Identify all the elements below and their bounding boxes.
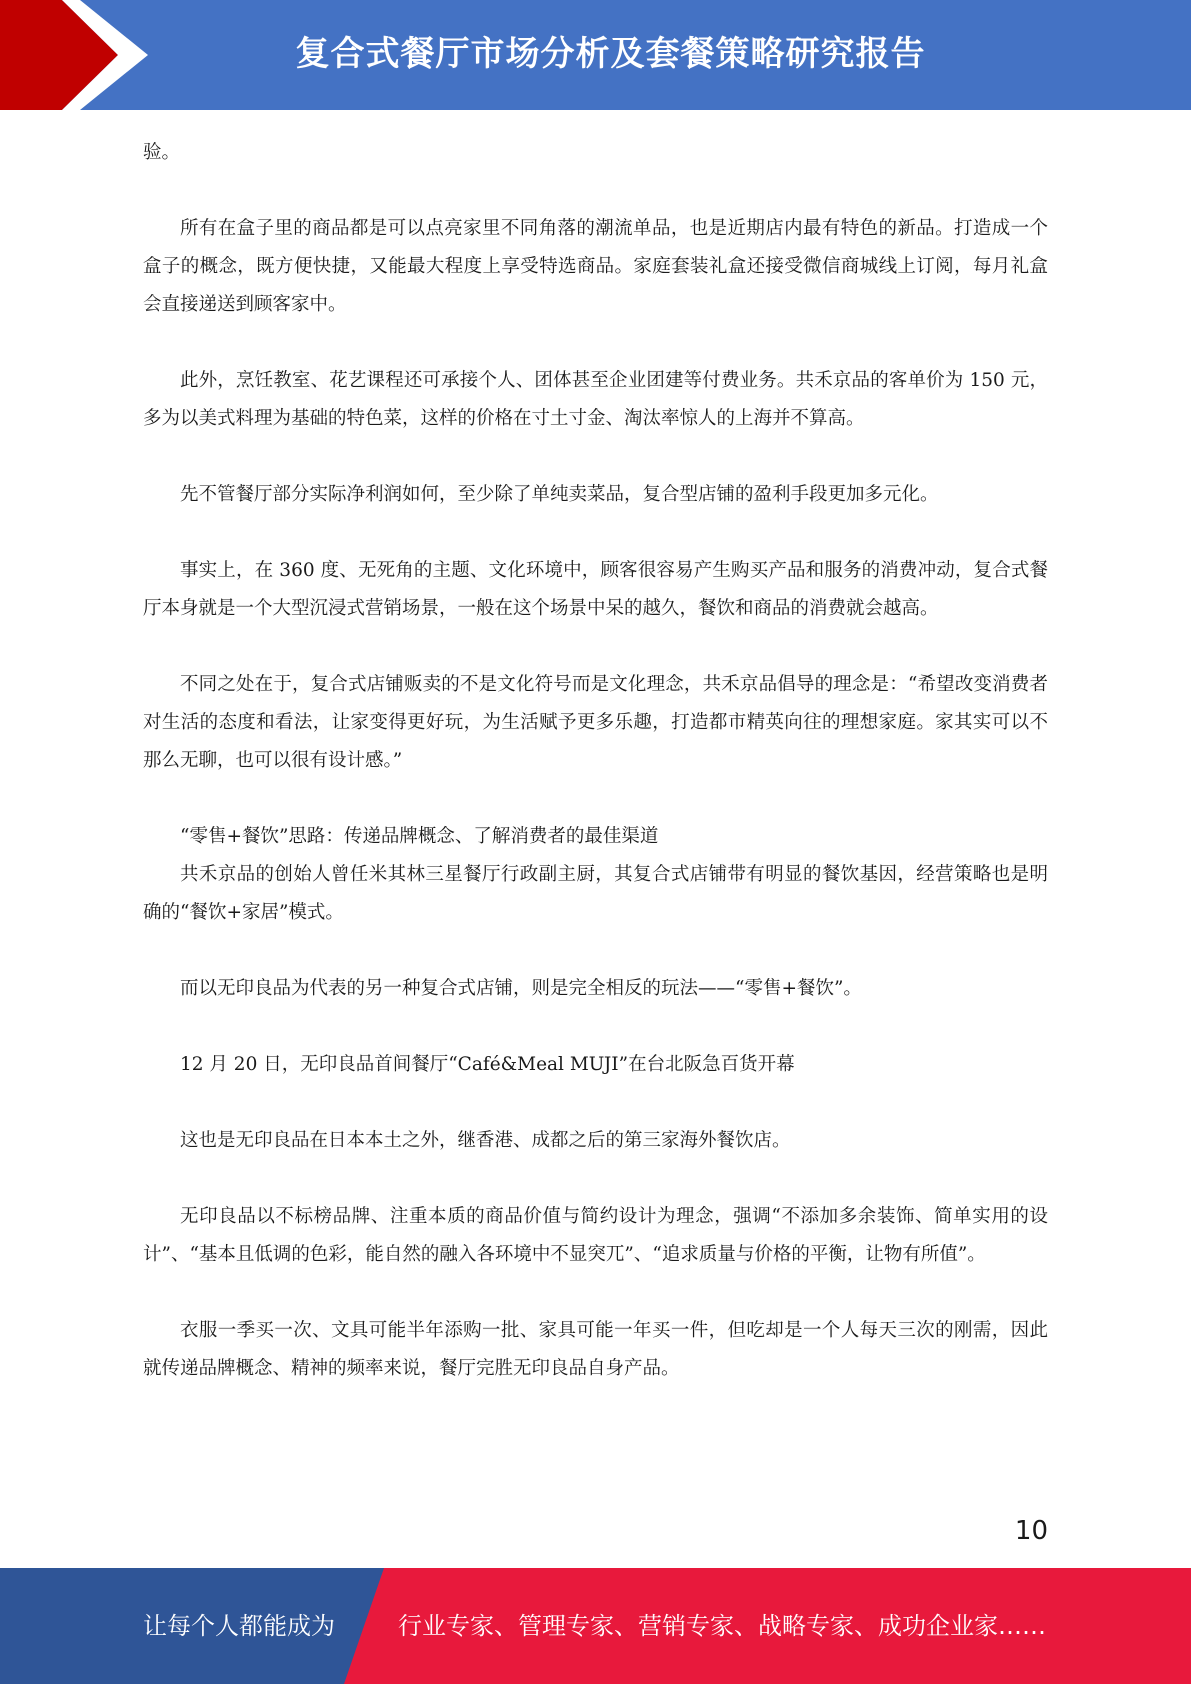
paragraph: 而以无印良品为代表的另一种复合式店铺，则是完全相反的玩法——“零售+餐饮”。: [180, 978, 862, 999]
footer-slogan-left: 让每个人都能成为: [143, 1612, 335, 1640]
paragraph: 这也是无印良品在日本本土之外，继香港、成都之后的第三家海外餐饮店。: [180, 1130, 791, 1151]
paragraph: 所有在盒子里的商品都是可以点亮家里不同角落的潮流单品，也是近期店内最有特色的新品。打造成一个盒子的概念，既方便快捷，又能最大程度上享受特选商品。家庭套装礼盒还接受微信商城线上订阅，每月礼盒会直接递送到顾客家中。: [143, 218, 1048, 315]
paragraph: 无印良品以不标榜品牌、注重本质的商品价值与简约设计为理念，强调“不添加多余装饰、简单实用的设计”、“基本且低调的色彩，能自然的融入各环境中不显突兀”、“追求质量与价格的平衡，让物有所值”。: [143, 1206, 1048, 1265]
paragraph: 事实上，在 360 度、无死角的主题、文化环境中，顾客很容易产生购买产品和服务的消费冲动，复合式餐厅本身就是一个大型沉浸式营销场景，一般在这个场景中呆的越久，餐饮和商品的消费就会越高。: [143, 560, 1048, 619]
paragraph: 此外，烹饪教室、花艺课程还可承接个人、团体甚至企业团建等付费业务。共禾京品的客单价为 150 元，多为以美式料理为基础的特色菜，这样的价格在寸土寸金、淘汰率惊人的上海并不算高。: [143, 370, 1048, 429]
paragraph: 先不管餐厅部分实际净利润如何，至少除了单纯卖菜品，复合型店铺的盈利手段更加多元化。: [180, 484, 939, 505]
page-header: [0, 0, 1191, 110]
section-heading: “零售+餐饮”思路：传递品牌概念、了解消费者的最佳渠道: [180, 826, 659, 847]
document-body: [143, 134, 1048, 1388]
page-number: 10: [1014, 1516, 1048, 1546]
footer-slogan-right: 行业专家、管理专家、营销专家、战略专家、成功企业家……: [398, 1612, 1046, 1640]
paragraph: 衣服一季买一次、文具可能半年添购一批、家具可能一年买一件，但吃却是一个人每天三次的刚需，因此就传递品牌概念、精神的频率来说，餐厅完胜无印良品自身产品。: [143, 1320, 1048, 1379]
header-chevron-decoration: [0, 0, 160, 110]
paragraph: 共禾京品的创始人曾任米其林三星餐厅行政副主厨，其复合式店铺带有明显的餐饮基因，经营策略也是明确的“餐饮+家居”模式。: [143, 864, 1048, 923]
paragraph: 12 月 20 日，无印良品首间餐厅“Café&Meal MUJI”在台北阪急百货开幕: [180, 1054, 795, 1075]
paragraph: 验。: [143, 142, 181, 163]
document-title: 复合式餐厅市场分析及套餐策略研究报告: [295, 34, 926, 74]
page-footer: [0, 1568, 1191, 1684]
paragraph: 不同之处在于，复合式店铺贩卖的不是文化符号而是文化理念，共禾京品倡导的理念是：“希望改变消费者对生活的态度和看法，让家变得更好玩，为生活赋予更多乐趣，打造都市精英向往的理想家庭。家其实可以不那么无聊，也可以很有设计感。”: [143, 674, 1048, 771]
